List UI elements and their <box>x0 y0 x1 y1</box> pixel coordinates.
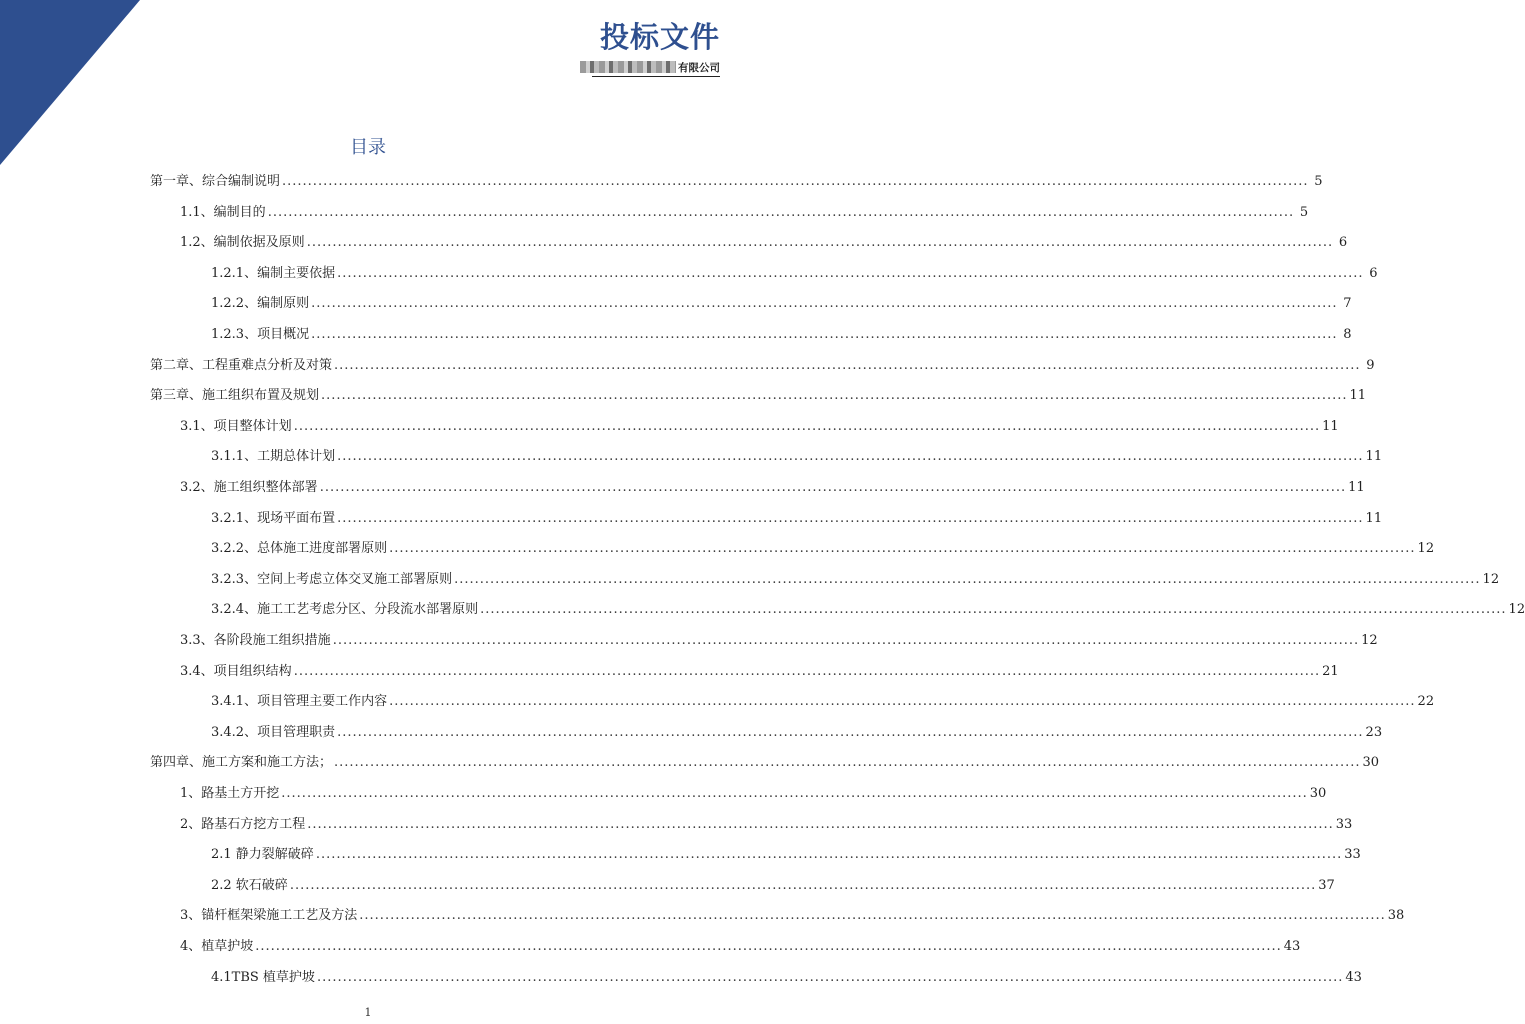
toc-entry[interactable] <box>211 442 1383 472</box>
toc-entry-page: 23 <box>1365 724 1383 740</box>
company-suffix: 有限公司 <box>678 61 720 74</box>
brand-block <box>580 20 720 77</box>
toc-entry-title: 1.1、编制目的 <box>180 204 266 220</box>
toc-entry-page: 33 <box>1335 816 1353 832</box>
toc-entry-title: 2、路基石方挖方工程 <box>180 816 306 832</box>
toc-leader-dots: ........................................................................................................................................................................................................ <box>389 541 1416 557</box>
toc-entry-page: 12 <box>1361 633 1378 648</box>
toc-entry-page: 9 <box>1366 357 1375 373</box>
toc-leader-dots: ........................................................................................................................................................................................................ <box>255 939 1282 954</box>
toc-leader-dots: ........................................................................................................................................................................................................ <box>282 174 1309 189</box>
toc-entry[interactable] <box>180 810 1353 840</box>
toc-entry[interactable] <box>211 718 1383 748</box>
toc-leader-dots: ........................................................................................................................................................................................................ <box>337 510 1364 526</box>
toc-leader-dots: ........................................................................................................................................................................................................ <box>454 571 1481 587</box>
page-number: 1 <box>364 1006 372 1019</box>
toc-entry[interactable] <box>180 228 1348 258</box>
toc-entry-title: 1.2.3、项目概况 <box>211 327 310 342</box>
toc-entry[interactable] <box>211 871 1335 901</box>
toc-entry[interactable] <box>150 381 1367 411</box>
toc-entry[interactable] <box>211 504 1383 534</box>
toc-entry[interactable] <box>180 412 1339 442</box>
toc-entry-title: 3.4、项目组织结构 <box>180 663 292 679</box>
toc-leader-dots: ........................................................................................................................................................................................................ <box>311 296 1338 312</box>
toc-leader-dots: ........................................................................................................................................................................................................ <box>480 602 1507 618</box>
toc-entry-page: 6 <box>1338 235 1348 251</box>
toc-leader-dots: ........................................................................................................................................................................................................ <box>359 908 1386 924</box>
toc-entry-title: 3.1.1、工期总体计划 <box>211 449 336 465</box>
toc-title: 目录 <box>350 137 386 158</box>
toc-entry-page: 22 <box>1417 694 1435 710</box>
toc-entry-page: 43 <box>1283 939 1301 954</box>
toc-leader-dots: ........................................................................................................................................................................................................ <box>334 755 1361 771</box>
toc-entry[interactable] <box>180 473 1365 503</box>
toc-entry-title: 第二章、工程重难点分析及对策 <box>150 357 333 373</box>
toc-entry-title: 第四章、施工方案和施工方法； <box>150 755 333 771</box>
toc-leader-dots: ........................................................................................................................................................................................................ <box>293 663 1321 679</box>
toc-entry-title: 4.1TBS 植草护坡 <box>211 969 315 985</box>
toc-entry-title: 2.1 静力裂解破碎 <box>211 847 314 863</box>
toc-leader-dots: ........................................................................................................................................................................................................ <box>337 265 1364 281</box>
toc-entry[interactable] <box>211 687 1435 717</box>
toc-entry-title: 3.4.2、项目管理职责 <box>211 724 336 740</box>
toc-entry-page: 5 <box>1314 174 1323 189</box>
toc-entry[interactable] <box>180 932 1301 962</box>
toc-entry-title: 第一章、综合编制说明 <box>150 174 281 189</box>
redacted-company-name <box>580 61 676 73</box>
toc-entry[interactable] <box>211 963 1362 993</box>
toc-entry[interactable] <box>150 748 1380 778</box>
toc-entry-title: 3.2.4、施工工艺考虑分区、分段流水部署原则 <box>211 602 479 618</box>
toc-leader-dots: ........................................................................................................................................................................................................ <box>311 327 1338 342</box>
toc-entry-page: 11 <box>1365 449 1383 465</box>
toc-entry-title: 3、锚杆框架梁施工工艺及方法 <box>180 908 358 924</box>
toc-entry-title: 4、植草护坡 <box>180 939 254 954</box>
toc-entry-page: 6 <box>1369 265 1378 281</box>
toc-entry-page: 5 <box>1299 204 1309 220</box>
toc-leader-dots: ........................................................................................................................................................................................................ <box>389 694 1416 710</box>
toc-entry[interactable] <box>211 534 1435 564</box>
toc-entry-title: 1.2.1、编制主要依据 <box>211 265 336 281</box>
toc-leader-dots: ........................................................................................................................................................................................................ <box>321 388 1348 404</box>
toc-entry-page: 12 <box>1417 541 1435 557</box>
toc-entry-page: 38 <box>1387 908 1405 924</box>
toc-entry-title: 1、路基土方开挖 <box>180 786 280 801</box>
toc-leader-dots: ........................................................................................................................................................................................................ <box>315 847 1343 863</box>
toc-entry-page: 37 <box>1318 877 1335 893</box>
toc-entry-page: 12 <box>1508 602 1525 618</box>
toc-entry[interactable] <box>211 289 1352 319</box>
toc-entry-title: 2.2 软石破碎 <box>211 877 288 893</box>
toc-entry-page: 8 <box>1343 327 1352 342</box>
toc-entry-page: 11 <box>1365 510 1383 526</box>
toc-entry[interactable] <box>180 198 1309 228</box>
toc-leader-dots: ........................................................................................................................................................................................................ <box>337 724 1364 740</box>
document-type-title: 投标文件 <box>599 20 720 54</box>
toc-entry[interactable] <box>211 595 1525 625</box>
toc-entry-page: 12 <box>1482 571 1500 587</box>
toc-leader-dots: ........................................................................................................................................................................................................ <box>334 357 1361 373</box>
toc-leader-dots: ........................................................................................................................................................................................................ <box>267 204 1295 220</box>
toc-leader-dots: ........................................................................................................................................................................................................ <box>332 633 1360 648</box>
toc-entry-page: 11 <box>1322 418 1339 434</box>
toc-entry[interactable] <box>180 626 1378 656</box>
toc-entry-page: 7 <box>1343 296 1352 312</box>
toc-leader-dots: ........................................................................................................................................................................................................ <box>293 418 1321 434</box>
toc-entry-page: 30 <box>1309 786 1327 801</box>
toc-entry-title: 第三章、施工组织布置及规划 <box>150 388 320 404</box>
toc-leader-dots: ........................................................................................................................................................................................................ <box>281 786 1308 801</box>
toc-entry-page: 43 <box>1345 969 1362 985</box>
toc-entry-title: 3.2.1、现场平面布置 <box>211 510 336 526</box>
toc-entry-page: 33 <box>1344 847 1361 863</box>
toc-entry-page: 11 <box>1349 388 1367 404</box>
toc-entry-title: 1.2、编制依据及原则 <box>180 235 305 251</box>
toc-entry[interactable] <box>211 840 1361 870</box>
toc-entry[interactable] <box>150 167 1323 197</box>
toc-entry-page: 30 <box>1362 755 1380 771</box>
toc-leader-dots: ........................................................................................................................................................................................................ <box>307 816 1334 832</box>
toc-entry-title: 3.1、项目整体计划 <box>180 418 292 434</box>
toc-leader-dots: ........................................................................................................................................................................................................ <box>306 235 1334 251</box>
toc-entry-title: 3.2.3、空间上考虑立体交叉施工部署原则 <box>211 571 453 587</box>
toc-leader-dots: ........................................................................................................................................................................................................ <box>337 449 1364 465</box>
toc-entry-title: 3.3、各阶段施工组织措施 <box>180 633 331 648</box>
toc-entry-page: 21 <box>1322 663 1339 679</box>
toc-entry[interactable] <box>150 351 1375 381</box>
toc-entry[interactable] <box>180 901 1405 931</box>
toc-leader-dots: ........................................................................................................................................................................................................ <box>316 969 1344 985</box>
toc-entry-title: 3.2.2、总体施工进度部署原则 <box>211 541 388 557</box>
toc-entry[interactable] <box>180 779 1327 809</box>
toc-entry[interactable] <box>180 657 1339 687</box>
header-rule <box>592 76 720 77</box>
toc-entry-page: 11 <box>1348 480 1365 495</box>
toc-entry[interactable] <box>211 320 1352 350</box>
toc-entry-title: 3.2、施工组织整体部署 <box>180 480 318 495</box>
toc-entry-title: 3.4.1、项目管理主要工作内容 <box>211 694 388 710</box>
toc-leader-dots: ........................................................................................................................................................................................................ <box>319 480 1347 495</box>
company-name-line <box>580 60 720 74</box>
toc-entry[interactable] <box>211 259 1378 289</box>
toc-entry-title: 1.2.2、编制原则 <box>211 296 310 312</box>
toc-entry[interactable] <box>211 565 1500 595</box>
toc-leader-dots: ........................................................................................................................................................................................................ <box>289 877 1317 893</box>
